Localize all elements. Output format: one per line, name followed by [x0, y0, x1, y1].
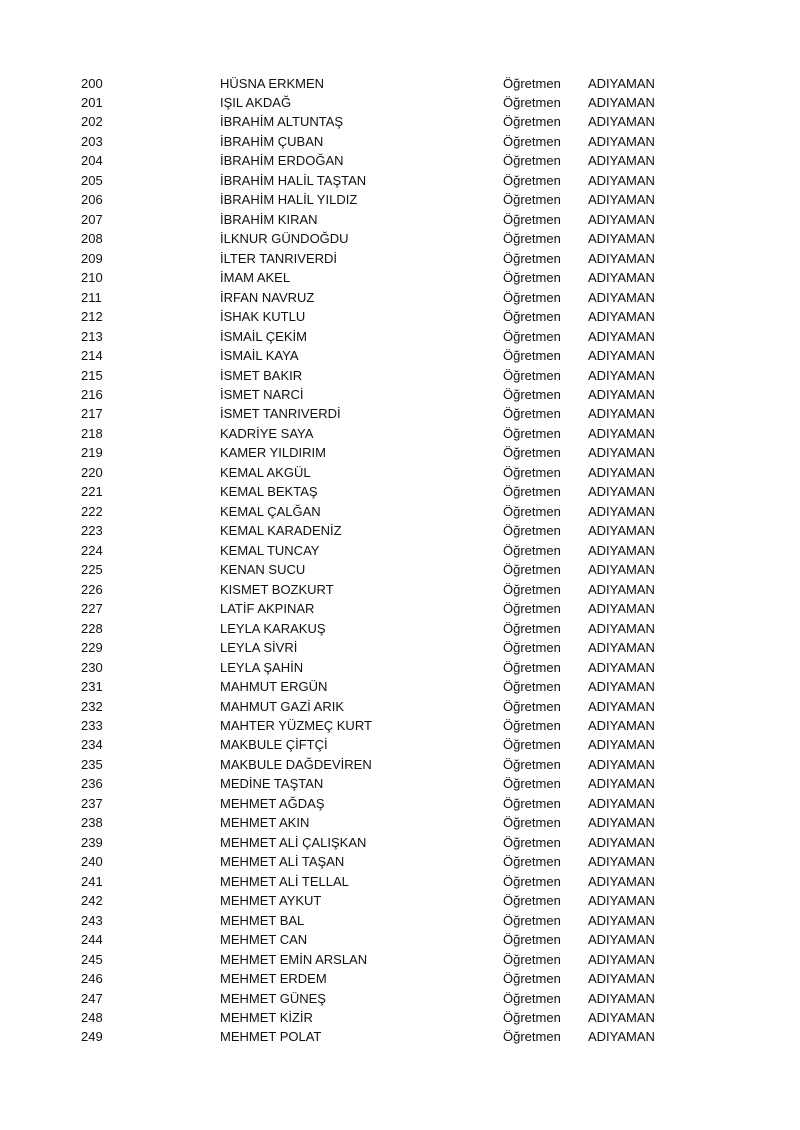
- person-city: ADIYAMAN: [588, 114, 655, 130]
- person-role: Öğretmen: [503, 348, 561, 364]
- person-city: ADIYAMAN: [588, 367, 655, 383]
- row-number: 207: [81, 211, 103, 227]
- person-role: Öğretmen: [503, 756, 561, 772]
- row-number: 210: [81, 270, 103, 286]
- person-role: Öğretmen: [503, 114, 561, 130]
- person-role: Öğretmen: [503, 951, 561, 967]
- list-row: [0, 794, 800, 813]
- person-role: Öğretmen: [503, 289, 561, 305]
- row-number: 229: [81, 640, 103, 656]
- list-row: [0, 210, 800, 229]
- person-name: İBRAHİM ERDOĞAN: [220, 153, 344, 169]
- row-number: 228: [81, 620, 103, 636]
- row-number: 212: [81, 309, 103, 325]
- person-name: MAKBULE DAĞDEVİREN: [220, 756, 372, 772]
- row-number: 213: [81, 328, 103, 344]
- person-role: Öğretmen: [503, 971, 561, 987]
- person-role: Öğretmen: [503, 75, 561, 91]
- person-name: İRFAN NAVRUZ: [220, 289, 315, 305]
- person-role: Öğretmen: [503, 503, 561, 519]
- person-city: ADIYAMAN: [588, 815, 655, 831]
- person-role: Öğretmen: [503, 523, 561, 539]
- person-name: MEHMET EMİN ARSLAN: [220, 951, 368, 967]
- person-role: Öğretmen: [503, 211, 561, 227]
- person-name: KADRİYE SAYA: [220, 425, 314, 441]
- person-city: ADIYAMAN: [588, 698, 655, 714]
- row-number: 220: [81, 464, 103, 480]
- teacher-list: [0, 74, 800, 1047]
- list-row: [0, 638, 800, 657]
- row-number: 221: [81, 484, 103, 500]
- person-name: MEHMET AĞDAŞ: [220, 795, 325, 811]
- person-name: İBRAHİM ÇUBAN: [220, 133, 324, 149]
- person-name: LEYLA KARAKUŞ: [220, 620, 326, 636]
- list-row: [0, 833, 800, 852]
- list-row: [0, 307, 800, 326]
- person-role: Öğretmen: [503, 328, 561, 344]
- person-name: MEHMET GÜNEŞ: [220, 990, 326, 1006]
- person-city: ADIYAMAN: [588, 309, 655, 325]
- row-number: 232: [81, 698, 103, 714]
- row-number: 200: [81, 75, 103, 91]
- person-role: Öğretmen: [503, 231, 561, 247]
- person-city: ADIYAMAN: [588, 289, 655, 305]
- row-number: 239: [81, 834, 103, 850]
- person-role: Öğretmen: [503, 270, 561, 286]
- person-city: ADIYAMAN: [588, 795, 655, 811]
- person-name: LEYLA SİVRİ: [220, 640, 298, 656]
- list-row: [0, 891, 800, 910]
- row-number: 206: [81, 192, 103, 208]
- person-city: ADIYAMAN: [588, 445, 655, 461]
- person-role: Öğretmen: [503, 406, 561, 422]
- person-name: MEHMET ALİ ÇALIŞKAN: [220, 834, 367, 850]
- person-city: ADIYAMAN: [588, 523, 655, 539]
- person-name: İLTER TANRIVERDİ: [220, 250, 338, 266]
- person-city: ADIYAMAN: [588, 756, 655, 772]
- row-number: 224: [81, 542, 103, 558]
- person-city: ADIYAMAN: [588, 503, 655, 519]
- list-row: [0, 112, 800, 131]
- person-role: Öğretmen: [503, 815, 561, 831]
- row-number: 217: [81, 406, 103, 422]
- row-number: 236: [81, 776, 103, 792]
- row-number: 209: [81, 250, 103, 266]
- person-role: Öğretmen: [503, 659, 561, 675]
- person-role: Öğretmen: [503, 601, 561, 617]
- person-role: Öğretmen: [503, 172, 561, 188]
- person-name: KEMAL KARADENİZ: [220, 523, 342, 539]
- list-row: [0, 911, 800, 930]
- person-city: ADIYAMAN: [588, 562, 655, 578]
- person-city: ADIYAMAN: [588, 192, 655, 208]
- person-role: Öğretmen: [503, 464, 561, 480]
- person-role: Öğretmen: [503, 698, 561, 714]
- list-row: [0, 619, 800, 638]
- person-role: Öğretmen: [503, 679, 561, 695]
- person-name: KISMET BOZKURT: [220, 581, 334, 597]
- person-city: ADIYAMAN: [588, 270, 655, 286]
- person-name: İSMET TANRIVERDİ: [220, 406, 341, 422]
- person-name: MEHMET KİZİR: [220, 1010, 313, 1025]
- person-city: ADIYAMAN: [588, 834, 655, 850]
- person-role: Öğretmen: [503, 795, 561, 811]
- person-city: ADIYAMAN: [588, 776, 655, 792]
- person-role: Öğretmen: [503, 854, 561, 870]
- person-city: ADIYAMAN: [588, 912, 655, 928]
- list-row: [0, 366, 800, 385]
- row-number: 249: [81, 1029, 103, 1045]
- person-name: İBRAHİM HALİL TAŞTAN: [220, 172, 367, 188]
- person-name: İMAM AKEL: [220, 270, 291, 286]
- list-row: [0, 502, 800, 521]
- list-row: [0, 930, 800, 949]
- person-role: Öğretmen: [503, 737, 561, 753]
- list-row: [0, 774, 800, 793]
- person-role: Öğretmen: [503, 873, 561, 889]
- person-city: ADIYAMAN: [588, 94, 655, 110]
- list-row: [0, 74, 800, 93]
- list-row: [0, 1008, 800, 1027]
- list-row: [0, 658, 800, 677]
- list-row: [0, 229, 800, 248]
- list-row: [0, 716, 800, 735]
- list-row: [0, 541, 800, 560]
- list-row: [0, 463, 800, 482]
- person-role: Öğretmen: [503, 445, 561, 461]
- person-role: Öğretmen: [503, 990, 561, 1006]
- person-city: ADIYAMAN: [588, 1010, 655, 1025]
- list-row: [0, 989, 800, 1008]
- person-city: ADIYAMAN: [588, 211, 655, 227]
- person-city: ADIYAMAN: [588, 250, 655, 266]
- person-city: ADIYAMAN: [588, 348, 655, 364]
- person-city: ADIYAMAN: [588, 464, 655, 480]
- person-city: ADIYAMAN: [588, 717, 655, 733]
- row-number: 235: [81, 756, 103, 772]
- row-number: 208: [81, 231, 103, 247]
- person-name: MEHMET ALİ TELLAL: [220, 873, 349, 889]
- person-city: ADIYAMAN: [588, 990, 655, 1006]
- person-city: ADIYAMAN: [588, 854, 655, 870]
- row-number: 225: [81, 562, 103, 578]
- row-number: 243: [81, 912, 103, 928]
- row-number: 216: [81, 387, 103, 402]
- person-name: LEYLA ŞAHİN: [220, 659, 304, 675]
- person-role: Öğretmen: [503, 834, 561, 850]
- row-number: 204: [81, 153, 103, 169]
- list-row: [0, 404, 800, 423]
- person-name: İSMET BAKIR: [220, 367, 303, 383]
- person-name: İBRAHİM KIRAN: [220, 211, 318, 227]
- person-city: ADIYAMAN: [588, 484, 655, 500]
- person-role: Öğretmen: [503, 1010, 561, 1025]
- row-number: 214: [81, 348, 103, 364]
- person-name: KEMAL ÇALĞAN: [220, 503, 321, 519]
- list-row: [0, 852, 800, 871]
- row-number: 245: [81, 951, 103, 967]
- person-role: Öğretmen: [503, 893, 561, 909]
- person-city: ADIYAMAN: [588, 542, 655, 558]
- list-row: [0, 93, 800, 112]
- person-city: ADIYAMAN: [588, 620, 655, 636]
- row-number: 233: [81, 717, 103, 733]
- person-name: KAMER YILDIRIM: [220, 445, 326, 461]
- person-name: LATİF AKPINAR: [220, 601, 315, 617]
- person-name: MEDİNE TAŞTAN: [220, 776, 324, 792]
- person-name: MAHMUT GAZİ ARIK: [220, 698, 344, 714]
- person-name: İBRAHİM ALTUNTAŞ: [220, 114, 344, 130]
- list-row: [0, 697, 800, 716]
- person-city: ADIYAMAN: [588, 328, 655, 344]
- person-city: ADIYAMAN: [588, 1029, 655, 1045]
- list-row: [0, 872, 800, 891]
- person-city: ADIYAMAN: [588, 172, 655, 188]
- person-name: MEHMET AKIN: [220, 815, 310, 831]
- list-row: [0, 521, 800, 540]
- person-name: MAKBULE ÇİFTÇİ: [220, 737, 328, 753]
- list-row: [0, 288, 800, 307]
- person-city: ADIYAMAN: [588, 387, 655, 402]
- row-number: 238: [81, 815, 103, 831]
- list-row: [0, 482, 800, 501]
- person-name: IŞIL AKDAĞ: [220, 94, 292, 110]
- person-role: Öğretmen: [503, 581, 561, 597]
- person-name: İBRAHİM HALİL YILDIZ: [220, 192, 358, 208]
- person-name: MEHMET AYKUT: [220, 893, 322, 909]
- list-row: [0, 346, 800, 365]
- list-row: [0, 190, 800, 209]
- person-name: KEMAL TUNCAY: [220, 542, 320, 558]
- person-name: İSMET NARCİ: [220, 387, 304, 402]
- person-name: KEMAL AKGÜL: [220, 464, 311, 480]
- row-number: 244: [81, 932, 103, 948]
- row-number: 227: [81, 601, 103, 617]
- person-role: Öğretmen: [503, 133, 561, 149]
- row-number: 237: [81, 795, 103, 811]
- person-city: ADIYAMAN: [588, 153, 655, 169]
- person-role: Öğretmen: [503, 94, 561, 110]
- row-number: 231: [81, 679, 103, 695]
- row-number: 223: [81, 523, 103, 539]
- person-city: ADIYAMAN: [588, 737, 655, 753]
- list-row: [0, 249, 800, 268]
- list-row: [0, 560, 800, 579]
- person-role: Öğretmen: [503, 717, 561, 733]
- person-name: HÜSNA ERKMEN: [220, 75, 325, 91]
- list-row: [0, 950, 800, 969]
- list-row: [0, 599, 800, 618]
- person-role: Öğretmen: [503, 640, 561, 656]
- row-number: 222: [81, 503, 103, 519]
- person-role: Öğretmen: [503, 1029, 561, 1045]
- row-number: 234: [81, 737, 103, 753]
- person-city: ADIYAMAN: [588, 406, 655, 422]
- person-role: Öğretmen: [503, 309, 561, 325]
- list-row: [0, 327, 800, 346]
- person-role: Öğretmen: [503, 484, 561, 500]
- person-city: ADIYAMAN: [588, 75, 655, 91]
- list-row: [0, 677, 800, 696]
- person-city: ADIYAMAN: [588, 971, 655, 987]
- person-role: Öğretmen: [503, 192, 561, 208]
- row-number: 215: [81, 367, 103, 383]
- person-role: Öğretmen: [503, 153, 561, 169]
- list-row: [0, 580, 800, 599]
- person-city: ADIYAMAN: [588, 951, 655, 967]
- person-city: ADIYAMAN: [588, 231, 655, 247]
- person-name: İSMAİL ÇEKİM: [220, 328, 307, 344]
- person-name: KEMAL BEKTAŞ: [220, 484, 318, 500]
- person-city: ADIYAMAN: [588, 893, 655, 909]
- row-number: 211: [81, 289, 102, 305]
- row-number: 242: [81, 893, 103, 909]
- person-role: Öğretmen: [503, 367, 561, 383]
- row-number: 248: [81, 1010, 103, 1025]
- list-row: [0, 969, 800, 988]
- row-number: 246: [81, 971, 103, 987]
- person-name: MAHTER YÜZMEÇ KURT: [220, 717, 372, 733]
- person-name: İSMAİL KAYA: [220, 348, 299, 364]
- row-number: 219: [81, 445, 103, 461]
- list-row: [0, 813, 800, 832]
- list-row: [0, 268, 800, 287]
- list-row: [0, 424, 800, 443]
- person-city: ADIYAMAN: [588, 425, 655, 441]
- person-name: MAHMUT ERGÜN: [220, 679, 328, 695]
- person-city: ADIYAMAN: [588, 873, 655, 889]
- person-city: ADIYAMAN: [588, 601, 655, 617]
- row-number: 205: [81, 172, 103, 188]
- person-role: Öğretmen: [503, 562, 561, 578]
- list-row: [0, 735, 800, 754]
- person-role: Öğretmen: [503, 425, 561, 441]
- list-row: [0, 171, 800, 190]
- person-city: ADIYAMAN: [588, 659, 655, 675]
- person-city: ADIYAMAN: [588, 640, 655, 656]
- person-role: Öğretmen: [503, 776, 561, 792]
- person-role: Öğretmen: [503, 542, 561, 558]
- person-name: MEHMET BAL: [220, 912, 305, 928]
- list-row: [0, 151, 800, 170]
- row-number: 226: [81, 581, 103, 597]
- row-number: 202: [81, 114, 103, 130]
- person-role: Öğretmen: [503, 250, 561, 266]
- list-row: [0, 385, 800, 404]
- person-name: MEHMET CAN: [220, 932, 308, 948]
- list-row: [0, 755, 800, 774]
- person-name: MEHMET ALİ TAŞAN: [220, 854, 345, 870]
- row-number: 247: [81, 990, 103, 1006]
- person-name: İSHAK KUTLU: [220, 309, 306, 325]
- person-city: ADIYAMAN: [588, 932, 655, 948]
- person-city: ADIYAMAN: [588, 679, 655, 695]
- person-role: Öğretmen: [503, 912, 561, 928]
- list-row: [0, 132, 800, 151]
- person-name: MEHMET ERDEM: [220, 971, 327, 987]
- list-row: [0, 1027, 800, 1046]
- row-number: 203: [81, 133, 103, 149]
- row-number: 201: [81, 94, 103, 110]
- row-number: 240: [81, 854, 103, 870]
- person-city: ADIYAMAN: [588, 133, 655, 149]
- row-number: 218: [81, 425, 103, 441]
- list-row: [0, 443, 800, 462]
- person-role: Öğretmen: [503, 387, 561, 402]
- person-role: Öğretmen: [503, 932, 561, 948]
- person-role: Öğretmen: [503, 620, 561, 636]
- person-name: İLKNUR GÜNDOĞDU: [220, 231, 349, 247]
- person-name: KENAN SUCU: [220, 562, 306, 578]
- person-city: ADIYAMAN: [588, 581, 655, 597]
- person-name: MEHMET POLAT: [220, 1029, 322, 1045]
- row-number: 241: [81, 873, 103, 889]
- row-number: 230: [81, 659, 103, 675]
